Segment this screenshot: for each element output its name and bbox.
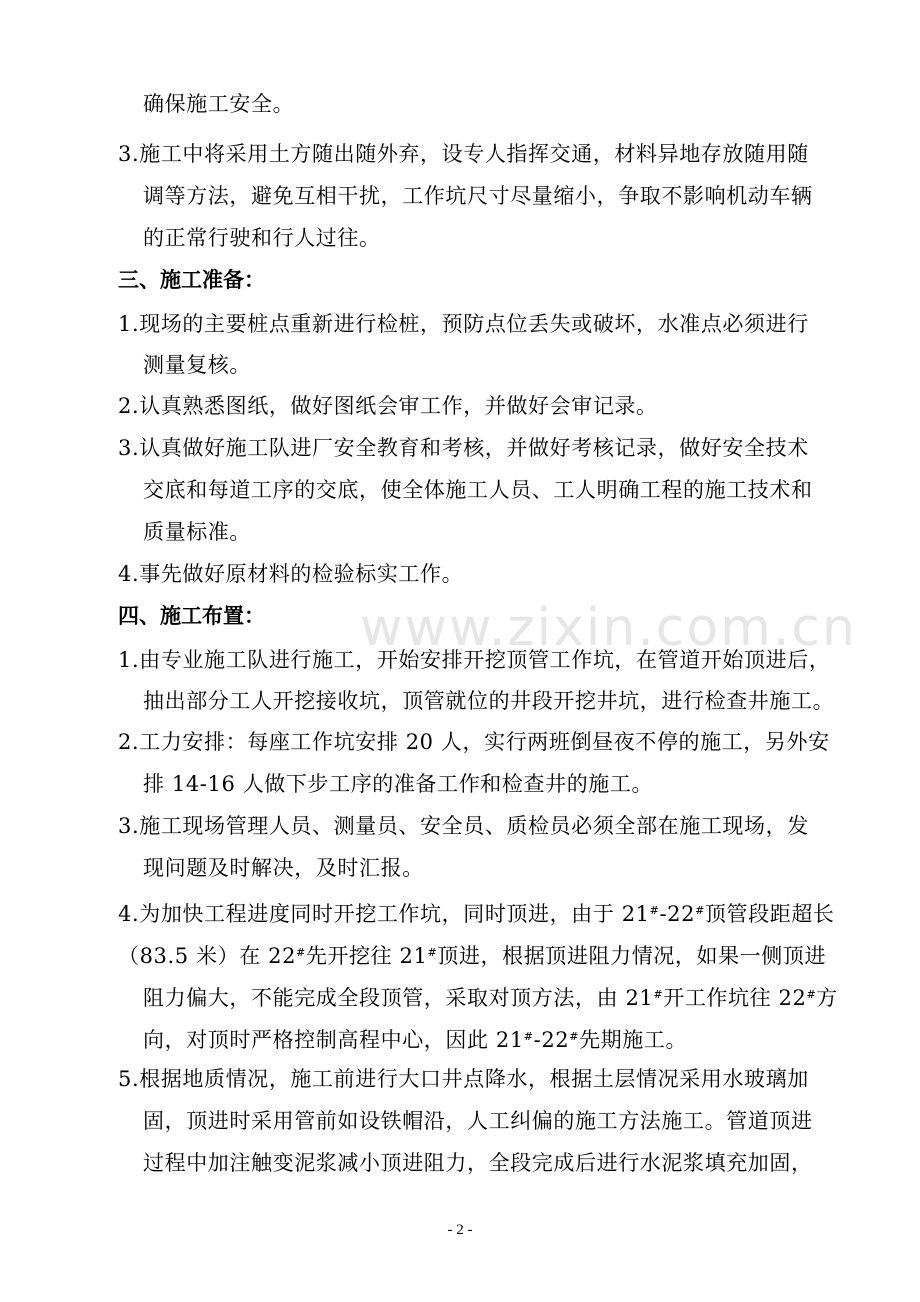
- list-item-line: 抽出部分工人开挖接收坑，顶管就位的井段开挖井坑，进行检查井施工。: [143, 689, 835, 713]
- list-item-line: 3.认真做好施工队进厂安全教育和考核，并做好考核记录，做好安全技术: [118, 436, 809, 460]
- list-item-line: 测量复核。: [143, 353, 251, 377]
- list-item-line: 3.施工现场管理人员、测量员、安全员、质检员必须全部在施工现场，发: [118, 814, 809, 838]
- list-item-line: 4.为加快工程进度同时开挖工作坑，同时顶进，由于 21#-22#顶管段距超长: [118, 902, 835, 926]
- watermark: www.zixin.com.cn: [360, 598, 857, 658]
- continuation-line: 确保施工安全。: [143, 92, 295, 116]
- list-item-line: 2.认真熟悉图纸，做好图纸会审工作，并做好会审记录。: [118, 394, 658, 418]
- list-item-line: （83.5 米）在 22#先开挖往 21#顶进，根据顶进阻力情况，如果一侧顶进: [118, 944, 827, 968]
- list-item-line: 排 14-16 人做下步工序的准备工作和检查井的施工。: [143, 772, 654, 796]
- list-item-line: 过程中加注触变泥浆减小顶进阻力，全段完成后进行水泥浆填充加固，: [143, 1151, 813, 1175]
- section-heading-4: 四、施工布置：: [118, 604, 265, 628]
- list-item-line: 调等方法，避免互相干扰，工作坑尺寸尽量缩小，争取不影响机动车辆: [143, 184, 813, 208]
- list-item-line: 1.现场的主要桩点重新进行检桩，预防点位丢失或破坏，水准点必须进行: [118, 312, 809, 336]
- list-item-line: 固，顶进时采用管前如设铁帽沿，人工纠偏的施工方法施工。管道顶进: [143, 1109, 813, 1133]
- list-item-line: 交底和每道工序的交底，使全体施工人员、工人明确工程的施工技术和: [143, 478, 813, 502]
- list-item-line: 1.由专业施工队进行施工，开始安排开挖顶管工作坑，在管道开始顶进后，: [118, 648, 831, 672]
- list-item-line: 质量标准。: [143, 520, 251, 544]
- list-item-line: 5.根据地质情况，施工前进行大口井点降水，根据土层情况采用水玻璃加: [118, 1067, 809, 1091]
- list-item-line: 现问题及时解决，及时汇报。: [143, 856, 424, 880]
- list-item-line: 2.工力安排：每座工作坑安排 20 人，实行两班倒昼夜不停的施工，另外安: [118, 730, 830, 754]
- section-heading-3: 三、施工准备：: [118, 268, 265, 292]
- list-item-line: 3.施工中将采用土方随出随外弃，设专人指挥交通，材料异地存放随用随: [118, 142, 809, 166]
- list-item-line: 阻力偏大，不能完成全段顶管，采取对顶方法，由 21#开工作坑往 22#方: [143, 986, 838, 1010]
- page-number: - 2 -: [447, 1222, 473, 1238]
- list-item-line: 4.事先做好原材料的检验标实工作。: [118, 562, 464, 586]
- list-item-line: 的正常行驶和行人过往。: [143, 226, 381, 250]
- list-item-line: 向，对顶时严格控制高程中心，因此 21#-22#先期施工。: [143, 1028, 688, 1052]
